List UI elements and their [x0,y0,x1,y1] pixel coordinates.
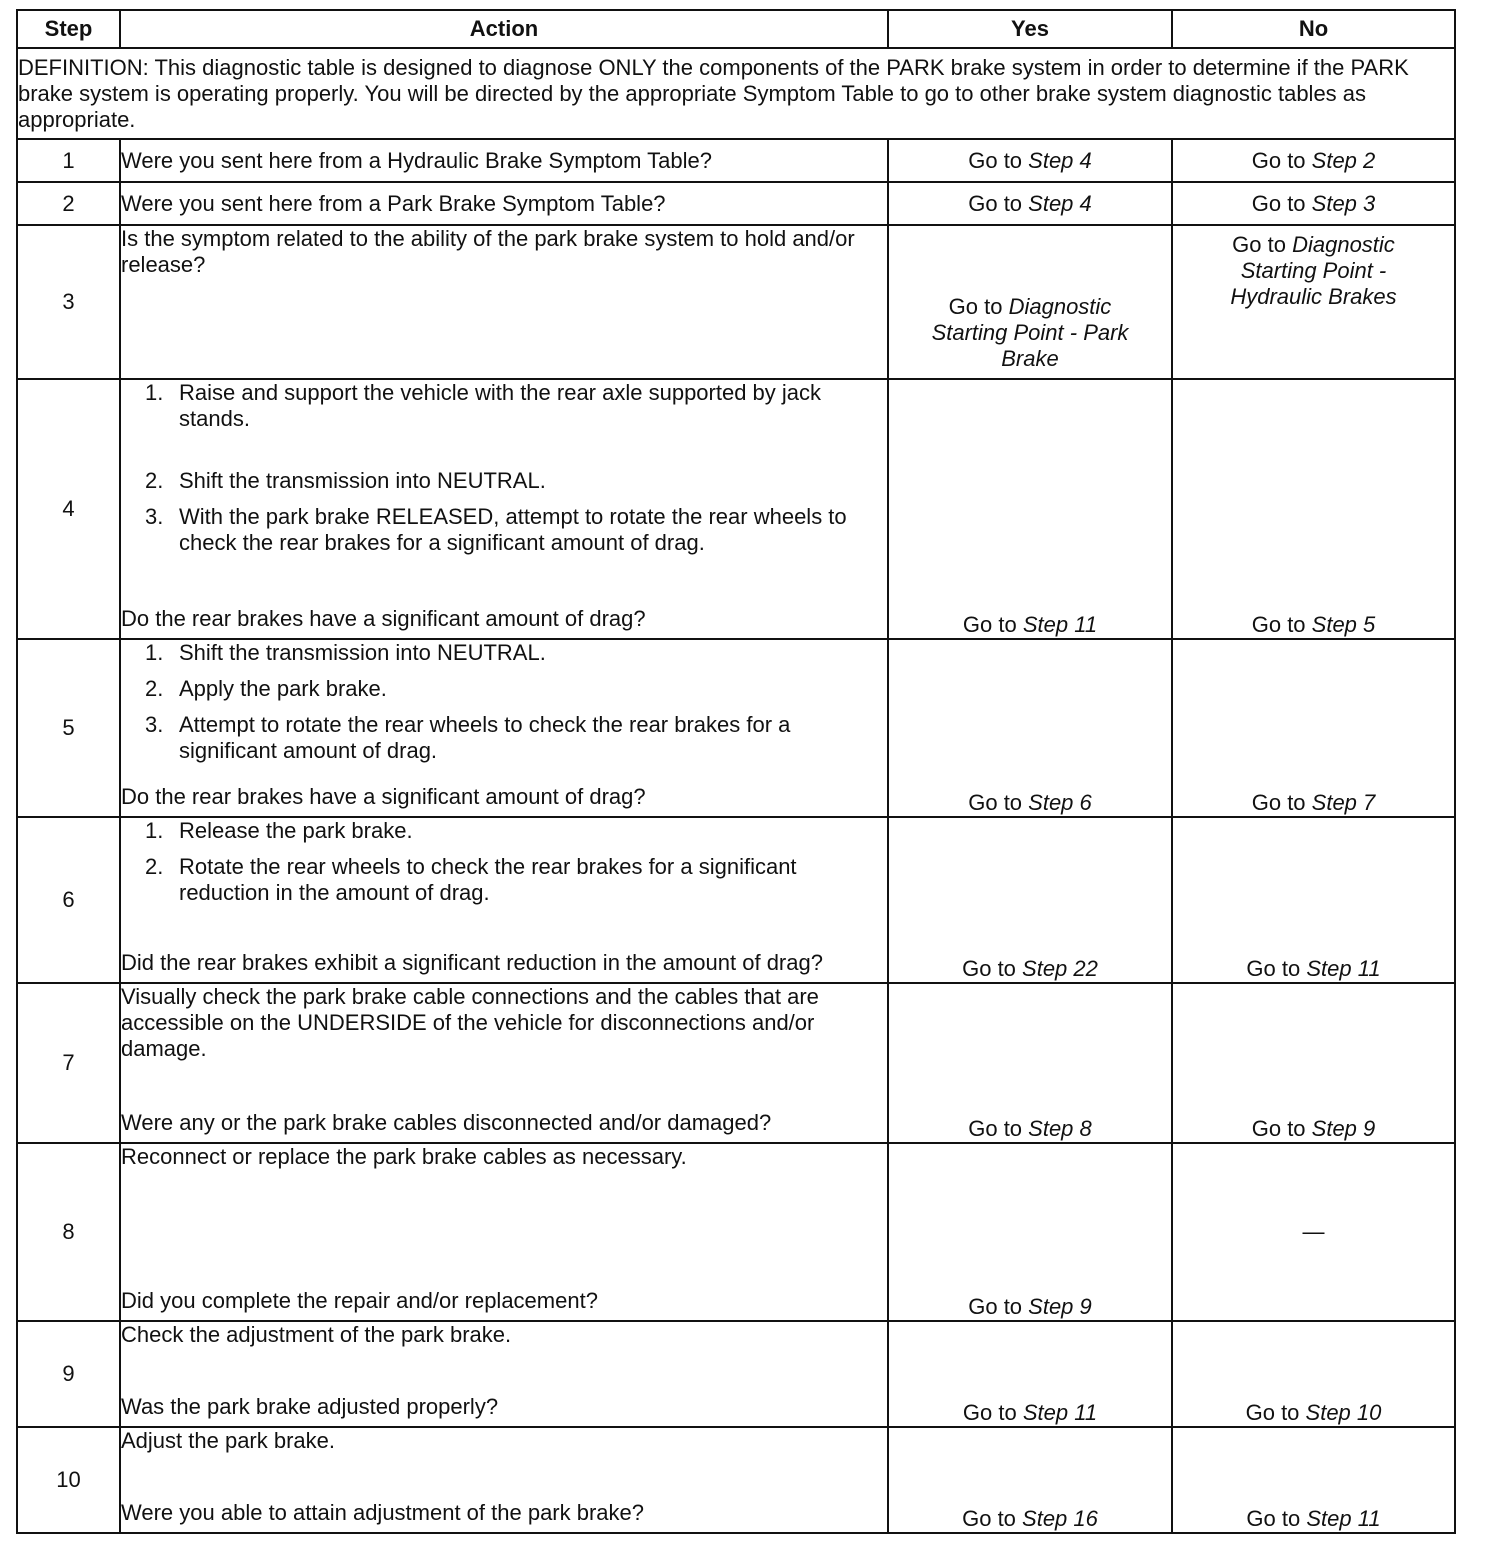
no-text: Go to [1232,232,1293,257]
no-diagnostic-link[interactable]: Diagnostic Starting Point - Hydraulic Brakes [1230,232,1397,309]
list-item: 2. Apply the park brake. [145,676,387,701]
yes-cell [888,1321,1172,1427]
yes-text: Go to [948,294,1009,319]
yes-cell [888,225,1172,379]
step-number: 8 [17,1143,120,1321]
yes-cell [888,139,1172,182]
yes-text: Go to [968,1116,1029,1141]
yes-step-link[interactable]: Step 11 [1022,612,1098,637]
header-no: No [1172,10,1455,48]
action-cell [120,1427,888,1533]
yes-cell [888,182,1172,225]
list-item: 1. Raise and support the vehicle with the rear axle supported by jack stands. [145,380,822,431]
action-cell [120,983,888,1143]
header-yes: Yes [888,10,1172,48]
yes-step-link[interactable]: Step 22 [1022,956,1098,981]
no-step-link[interactable]: Step 11 [1306,956,1381,981]
yes-step-link[interactable]: Step 16 [1022,1506,1098,1531]
table-row [17,225,1455,379]
action-text: Adjust the park brake. [121,1428,336,1453]
no-text: Go to [1251,147,1312,173]
no-cell [1172,1321,1455,1427]
yes-step-link[interactable]: Step 4 [1028,190,1092,216]
no-text: Go to [1251,612,1312,637]
step-number: 5 [17,639,120,817]
table-row [17,1143,1455,1321]
yes-text: Go to [962,1400,1023,1425]
yes-step-link[interactable]: Step 11 [1022,1400,1098,1425]
action-question: Were any or the park brake cables disconnected and/or damaged? [121,1110,772,1135]
no-cell [1172,817,1455,983]
table-row [17,182,1455,225]
definition-row [17,48,1455,139]
action-question: Is the symptom related to the ability of the park brake system to hold and/or release? [120,225,888,379]
table-row [17,1427,1455,1533]
step-number: 1 [17,139,120,182]
no-step-link[interactable]: Step 2 [1311,147,1376,173]
action-cell [120,1321,888,1427]
yes-cell [888,1427,1172,1533]
no-text: Go to [1246,956,1307,981]
no-cell: — [1172,1143,1455,1321]
action-list [121,380,887,566]
no-step-link[interactable]: Step 3 [1311,190,1376,216]
table-row [17,139,1455,182]
action-cell [120,379,888,639]
yes-cell [888,639,1172,817]
diagnostic-table [16,9,1456,1534]
no-cell [1172,182,1455,225]
no-cell [1172,139,1455,182]
definition-text: DEFINITION: This diagnostic table is designed to diagnose ONLY the components of the PARK brake system in order to determine if the PARK brake system is operating properly. You will be directed by the appropriate Symptom Table to go to other brake system diagnostic tables as appropriate. [17,48,1455,139]
action-text: Reconnect or replace the park brake cables as necessary. [121,1144,687,1169]
step-number: 6 [17,817,120,983]
action-question: Were you sent here from a Park Brake Symptom Table? [120,182,888,225]
list-item: 1. Release the park brake. [145,818,413,843]
action-question: Were you sent here from a Hydraulic Brake Symptom Table? [120,139,888,182]
no-text: Go to [1251,1116,1312,1141]
header-row [17,10,1455,48]
step-number: 3 [17,225,120,379]
action-question: Do the rear brakes have a significant amount of drag? [121,784,646,809]
header-action: Action [120,10,888,48]
action-list [121,640,887,774]
action-cell [120,817,888,983]
yes-text: Go to [968,790,1029,815]
no-step-link[interactable]: Step 7 [1311,790,1376,815]
yes-step-link[interactable]: Step 6 [1028,790,1092,815]
no-step-link[interactable]: Step 9 [1311,1116,1376,1141]
table-row [17,983,1455,1143]
action-cell [120,639,888,817]
yes-text: Go to [962,612,1023,637]
action-question: Do the rear brakes have a significant amount of drag? [121,606,646,631]
list-item: 3. Attempt to rotate the rear wheels to check the rear brakes for a significant amount of drag. [145,712,791,763]
no-cell [1172,379,1455,639]
header-step: Step [17,10,120,48]
action-cell [120,1143,888,1321]
no-step-link[interactable]: Step 11 [1306,1506,1381,1531]
table-row [17,639,1455,817]
no-text: Go to [1246,1506,1307,1531]
action-question: Was the park brake adjusted properly? [121,1394,499,1419]
no-text: Go to [1251,190,1312,216]
yes-diagnostic-link[interactable]: Diagnostic Starting Point - Park Brake [931,294,1129,371]
no-text: Go to [1251,790,1312,815]
yes-text: Go to [962,1506,1023,1531]
yes-text: Go to [962,956,1023,981]
step-number: 7 [17,983,120,1143]
yes-cell [888,1143,1172,1321]
no-text: Go to [1245,1400,1306,1425]
no-cell [1172,983,1455,1143]
action-list [121,818,887,916]
list-item: 1. Shift the transmission into NEUTRAL. [145,640,546,665]
no-step-link[interactable]: Step 5 [1311,612,1376,637]
action-text: Visually check the park brake cable connections and the cables that are accessible on the UNDERSIDE of the vehicle for disconnections and/or damage. [121,984,819,1061]
action-question: Did the rear brakes exhibit a significant reduction in the amount of drag? [121,950,823,975]
no-step-link[interactable]: Step 10 [1305,1400,1382,1425]
list-item: 3. With the park brake RELEASED, attempt to rotate the rear wheels to check the rear brakes for a significant amount of drag. [145,504,847,555]
yes-text: Go to [968,147,1029,173]
yes-text: Go to [968,190,1029,216]
action-text: Check the adjustment of the park brake. [121,1322,512,1347]
no-cell [1172,639,1455,817]
yes-cell [888,379,1172,639]
yes-cell [888,817,1172,983]
yes-step-link[interactable]: Step 8 [1028,1116,1092,1141]
no-cell [1172,225,1455,379]
action-question: Did you complete the repair and/or replacement? [121,1288,598,1313]
yes-step-link[interactable]: Step 4 [1028,147,1092,173]
table-row [17,379,1455,639]
yes-text: Go to [968,1294,1029,1319]
action-question: Were you able to attain adjustment of the park brake? [121,1500,645,1525]
table-row [17,1321,1455,1427]
no-cell [1172,1427,1455,1533]
yes-step-link[interactable]: Step 9 [1028,1294,1092,1319]
yes-cell [888,983,1172,1143]
table-row [17,817,1455,983]
step-number: 9 [17,1321,120,1427]
step-number: 2 [17,182,120,225]
step-number: 4 [17,379,120,639]
step-number: 10 [17,1427,120,1533]
list-item: 2. Shift the transmission into NEUTRAL. [145,468,546,493]
list-item: 2. Rotate the rear wheels to check the rear brakes for a significant reduction in the amount of drag. [145,854,797,905]
